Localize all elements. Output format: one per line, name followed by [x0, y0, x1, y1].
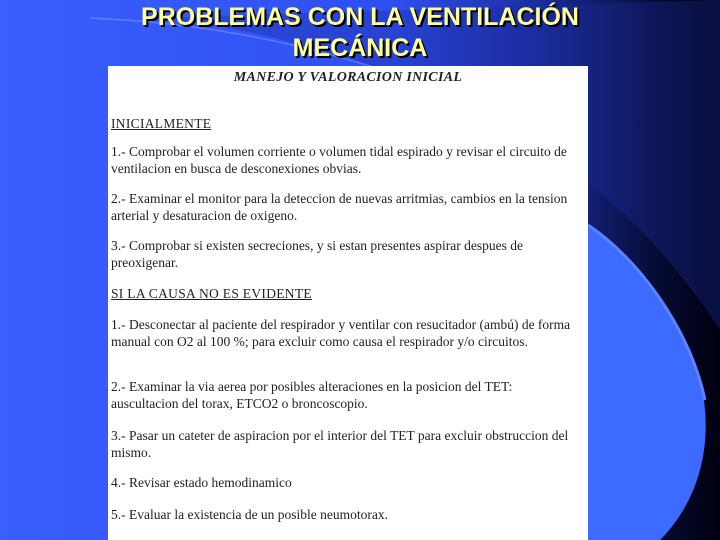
section-heading-si-la-causa: SI LA CAUSA NO ES EVIDENTE [111, 286, 312, 301]
list-item: 5.- Evaluar la existencia de un posible neumotorax. [111, 507, 389, 522]
list-item: 2.- Examinar la via aerea por posibles alteraciones en la posicion del TET: auscultacion del torax, ETCO2 o broncoscopio. [111, 379, 513, 411]
section-heading-inicialmente: INICIALMENTE [111, 116, 212, 131]
list-item: 4.- Revisar estado hemodinamico [111, 475, 292, 490]
list-item: 1.- Comprobar el volumen corriente o volumen tidal espirado y revisar el circuito de ventilacion en busca de desconexiones obvias. [111, 144, 567, 176]
list-item: 3.- Comprobar si existen secreciones, y si estan presentes aspirar despues de preoxigenar. [111, 238, 524, 270]
list-item: 3.- Pasar un cateter de aspiracion por el interior del TET para excluir obstruccion del mismo. [111, 428, 569, 460]
list-item: 2.- Examinar el monitor para la deteccion de nuevas arritmias, cambios en la tension arterial y desaturacion de oxigeno. [111, 191, 568, 223]
scanned-document [108, 66, 588, 540]
slide-title-line2: MECÁNICA [292, 34, 428, 62]
document-heading: MANEJO Y VALORACION INICIAL [233, 70, 463, 85]
slide-title [40, 2, 680, 64]
list-item: 1.- Desconectar al paciente del respirador y ventilar con resucitador (ambú) de forma manual con O2 al 100 %; para excluir como causa el respirador y/o circuitos. [111, 317, 571, 349]
slide-title-line1: PROBLEMAS CON LA VENTILACIÓN [141, 3, 579, 31]
